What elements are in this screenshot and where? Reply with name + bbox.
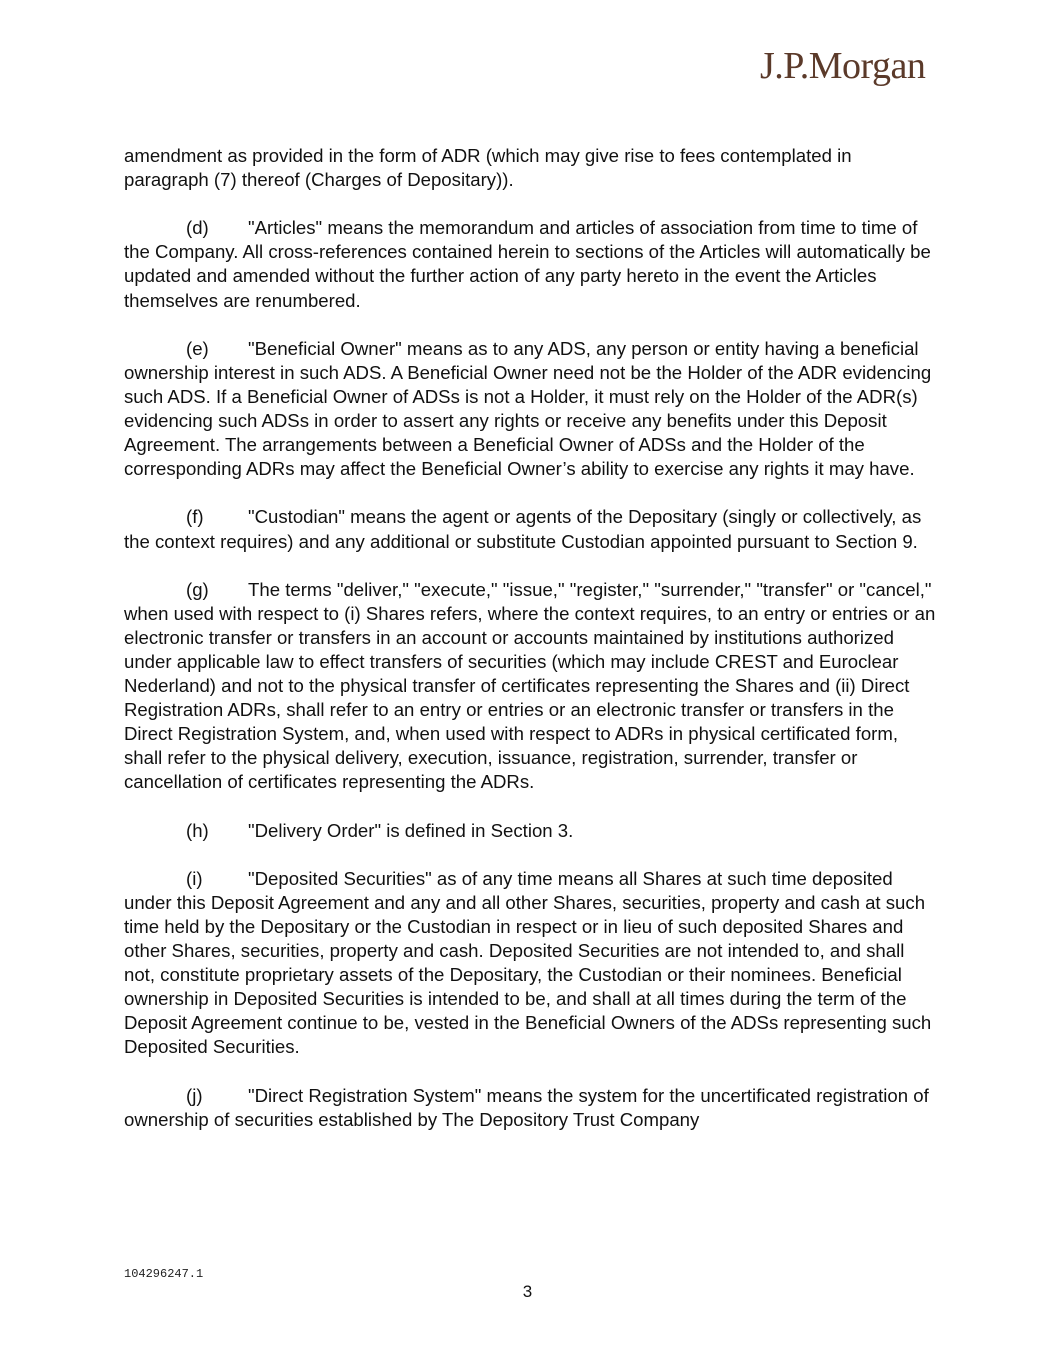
paragraph-g [124, 578, 936, 795]
paragraph-label: (g) [186, 578, 209, 600]
paragraph-text: "Custodian" means the agent or agents of the Depositary (singly or collectively, as the context requires) and any additional or substitute Custodian appointed pursuant to Section 9. [124, 506, 922, 552]
paragraph-label: (i) [186, 867, 203, 889]
paragraph-text: "Deposited Securities" as of any time means all Shares at such time deposited under this Deposit Agreement and any and all other Shares, securities, property and cash at such time held by the Depositary or the Custodian in respect or in lieu of such deposited Shares and other Shares, securities, property and cash. Deposited Securities are not intended to, and shall not, constitute proprietary assets of the Depositary, the Custodian or their nominees. Beneficial ownership in Deposited Securities is intended to be, and shall at all times during the term of the Deposit Agreement continue to be, vested in the Beneficial Owners of the ADSs representing such Deposited Securities. [124, 867, 932, 1058]
paragraph-text: "Delivery Order" is defined in Section 3. [248, 819, 574, 841]
paragraph-label: (f) [186, 506, 204, 528]
paragraph-text: "Beneficial Owner" means as to any ADS, any person or entity having a beneficial ownership interest in such ADS. A Beneficial Owner need not be the Holder of the ADR evidencing such ADS. If a Beneficial Owner of ADSs is not a Holder, it must rely on the Holder of the ADR(s) evidencing such ADSs in order to assert any rights or receive any benefits under this Deposit Agreement. The arrangements between a Beneficial Owner of ADSs and the Holder of the corresponding ADRs may affect the Beneficial Owner’s ability to exercise any rights it may have. [124, 337, 932, 480]
paragraph-label: (h) [186, 819, 209, 841]
document-id: 104296247.1 [124, 1267, 204, 1281]
jpmorgan-logo: J.P.Morgan [760, 45, 926, 87]
paragraph-text: The terms "deliver," "execute," "issue," "register," "surrender," "transfer" or "cancel," when used with respect to (i) Shares refers, where the context requires, to an entry or entries or an electronic transfer or transfers in an account or accounts maintained by institutions authorized under applicable law to effect transfers of securities (which may include CREST and Euroclear Nederland) and not to the physical transfer of certificates representing the Shares and (ii) Direct Registration ADRs, shall refer to an entry or entries or an electronic transfer or transfers in the Direct Registration System, and, when used with respect to ADRs in physical certificated form, shall refer to the physical delivery, execution, issuance, registration, surrender, transfer or cancellation of certificates representing the ADRs. [124, 578, 936, 793]
paragraph-j [124, 1084, 936, 1132]
document-body [124, 144, 936, 1156]
paragraph-h [124, 819, 936, 843]
page-number: 3 [522, 1282, 533, 1301]
paragraph-f [124, 505, 936, 553]
paragraph-i [124, 867, 936, 1060]
paragraph-label: (j) [186, 1084, 203, 1106]
paragraph-d [124, 216, 936, 312]
paragraph-label: (e) [186, 337, 209, 359]
paragraph-text: amendment as provided in the form of ADR (which may give rise to fees contemplated in paragraph (7) thereof (Charges of Depositary)). [124, 145, 852, 191]
paragraph-text: "Articles" means the memorandum and articles of association from time to time of the Company. All cross-references contained herein to sections of the Articles will automatically be updated and amended without the further action of any party hereto in the event the Articles themselves are renumbered. [124, 217, 931, 311]
paragraph-continuation [124, 144, 936, 192]
paragraph-e [124, 337, 936, 482]
paragraph-text: "Direct Registration System" means the system for the uncertificated registration of ownership of securities established by The Depository Trust Company [124, 1084, 929, 1130]
paragraph-label: (d) [186, 217, 209, 239]
